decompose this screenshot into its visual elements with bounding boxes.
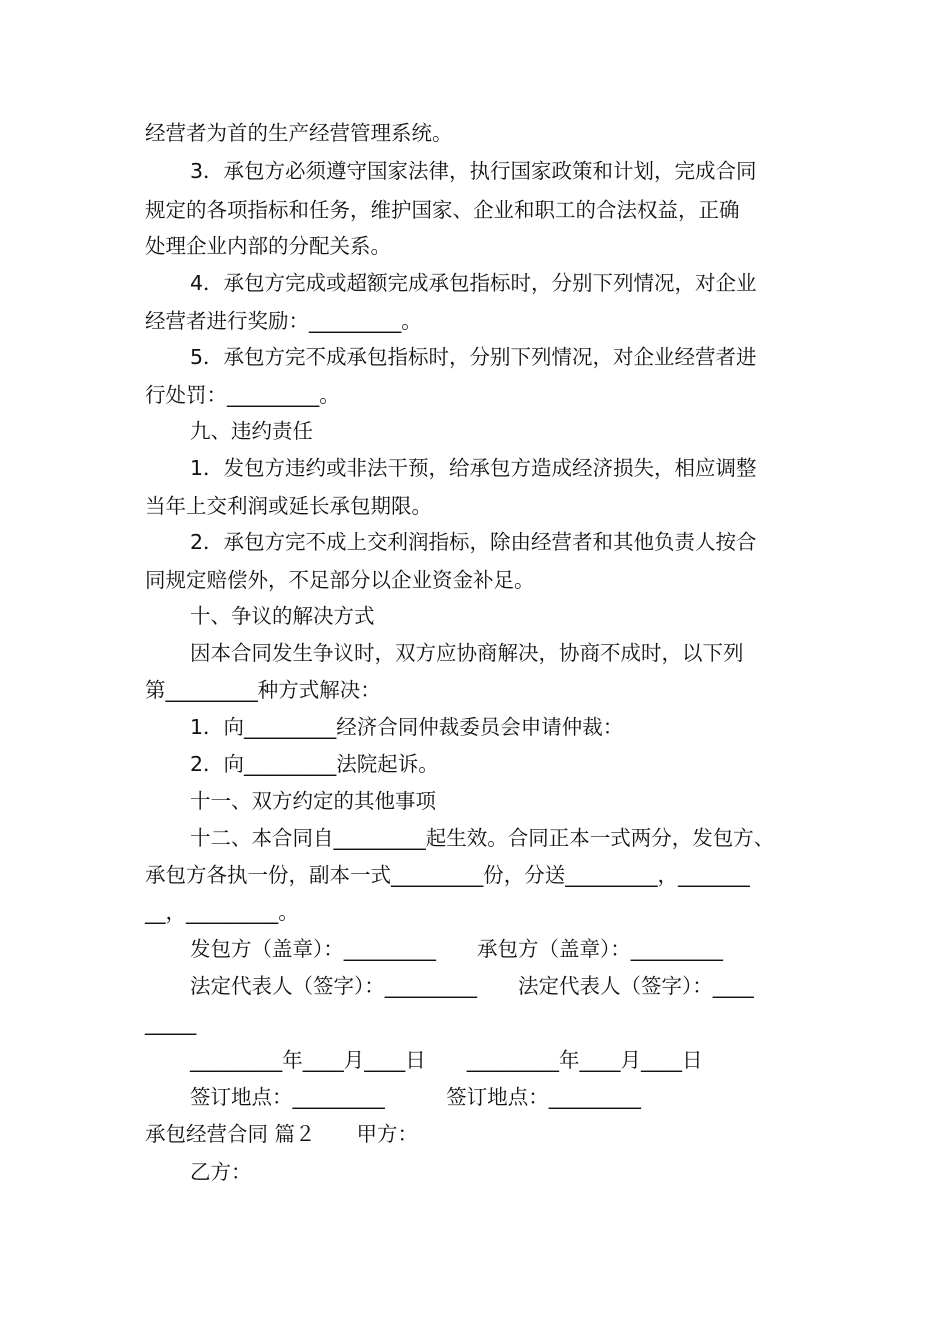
text-line: 行处罚：_________。	[145, 383, 340, 407]
text-line: __，_________。	[145, 900, 299, 924]
text-line: 处理企业内部的分配关系。	[145, 234, 391, 258]
text-line: 乙方：	[190, 1160, 252, 1184]
text-line: _____	[145, 1011, 197, 1035]
text-line: 当年上交利润或延长承包期限。	[145, 494, 432, 518]
text-line: 承包方各执一份，副本一式_________份，分送_________，_______	[145, 863, 750, 887]
text-line: 因本合同发生争议时，双方应协商解决，协商不成时，以下列	[190, 641, 744, 665]
text-line: 同规定赔偿外，不足部分以企业资金补足。	[145, 568, 535, 592]
text-line: 十二、本合同自_________起生效。合同正本一式两分，发包方、	[190, 826, 775, 850]
signature-line: 发包方（盖章）：_________ 承包方（盖章）：_________	[190, 937, 723, 961]
text-line: 2．承包方完不成上交利润指标，除由经营者和其他负责人按合	[190, 530, 757, 554]
text-line: 规定的各项指标和任务，维护国家、企业和职工的合法权益，正确	[145, 198, 740, 222]
signature-line: 签订地点：_________ 签订地点：_________	[190, 1085, 641, 1109]
text-line: 经营者为首的生产经营管理系统。	[145, 121, 453, 145]
signature-line: 法定代表人（签字）：_________ 法定代表人（签字）：____	[190, 974, 754, 998]
text-line: 2．向_________法院起诉。	[190, 752, 439, 776]
text-line: 1．向_________经济合同仲裁委员会申请仲裁：	[190, 715, 624, 739]
text-line: 承包经营合同 篇２ 甲方：	[145, 1122, 419, 1146]
section-heading: 九、违约责任	[190, 419, 313, 443]
text-line: 1．发包方违约或非法干预，给承包方造成经济损失，相应调整	[190, 456, 757, 480]
text-line: 5．承包方完不成承包指标时，分别下列情况，对企业经营者进	[190, 345, 757, 369]
text-line: 第_________种方式解决：	[145, 678, 381, 702]
date-line: _________年____月____日 _________年____月____日	[190, 1048, 703, 1072]
text-line: 3．承包方必须遵守国家法律，执行国家政策和计划，完成合同	[190, 159, 757, 183]
section-heading: 十一、双方约定的其他事项	[190, 789, 436, 813]
section-heading: 十、争议的解决方式	[190, 604, 375, 628]
text-line: 4．承包方完成或超额完成承包指标时，分别下列情况，对企业	[190, 271, 757, 295]
text-line: 经营者进行奖励：_________。	[145, 309, 422, 333]
